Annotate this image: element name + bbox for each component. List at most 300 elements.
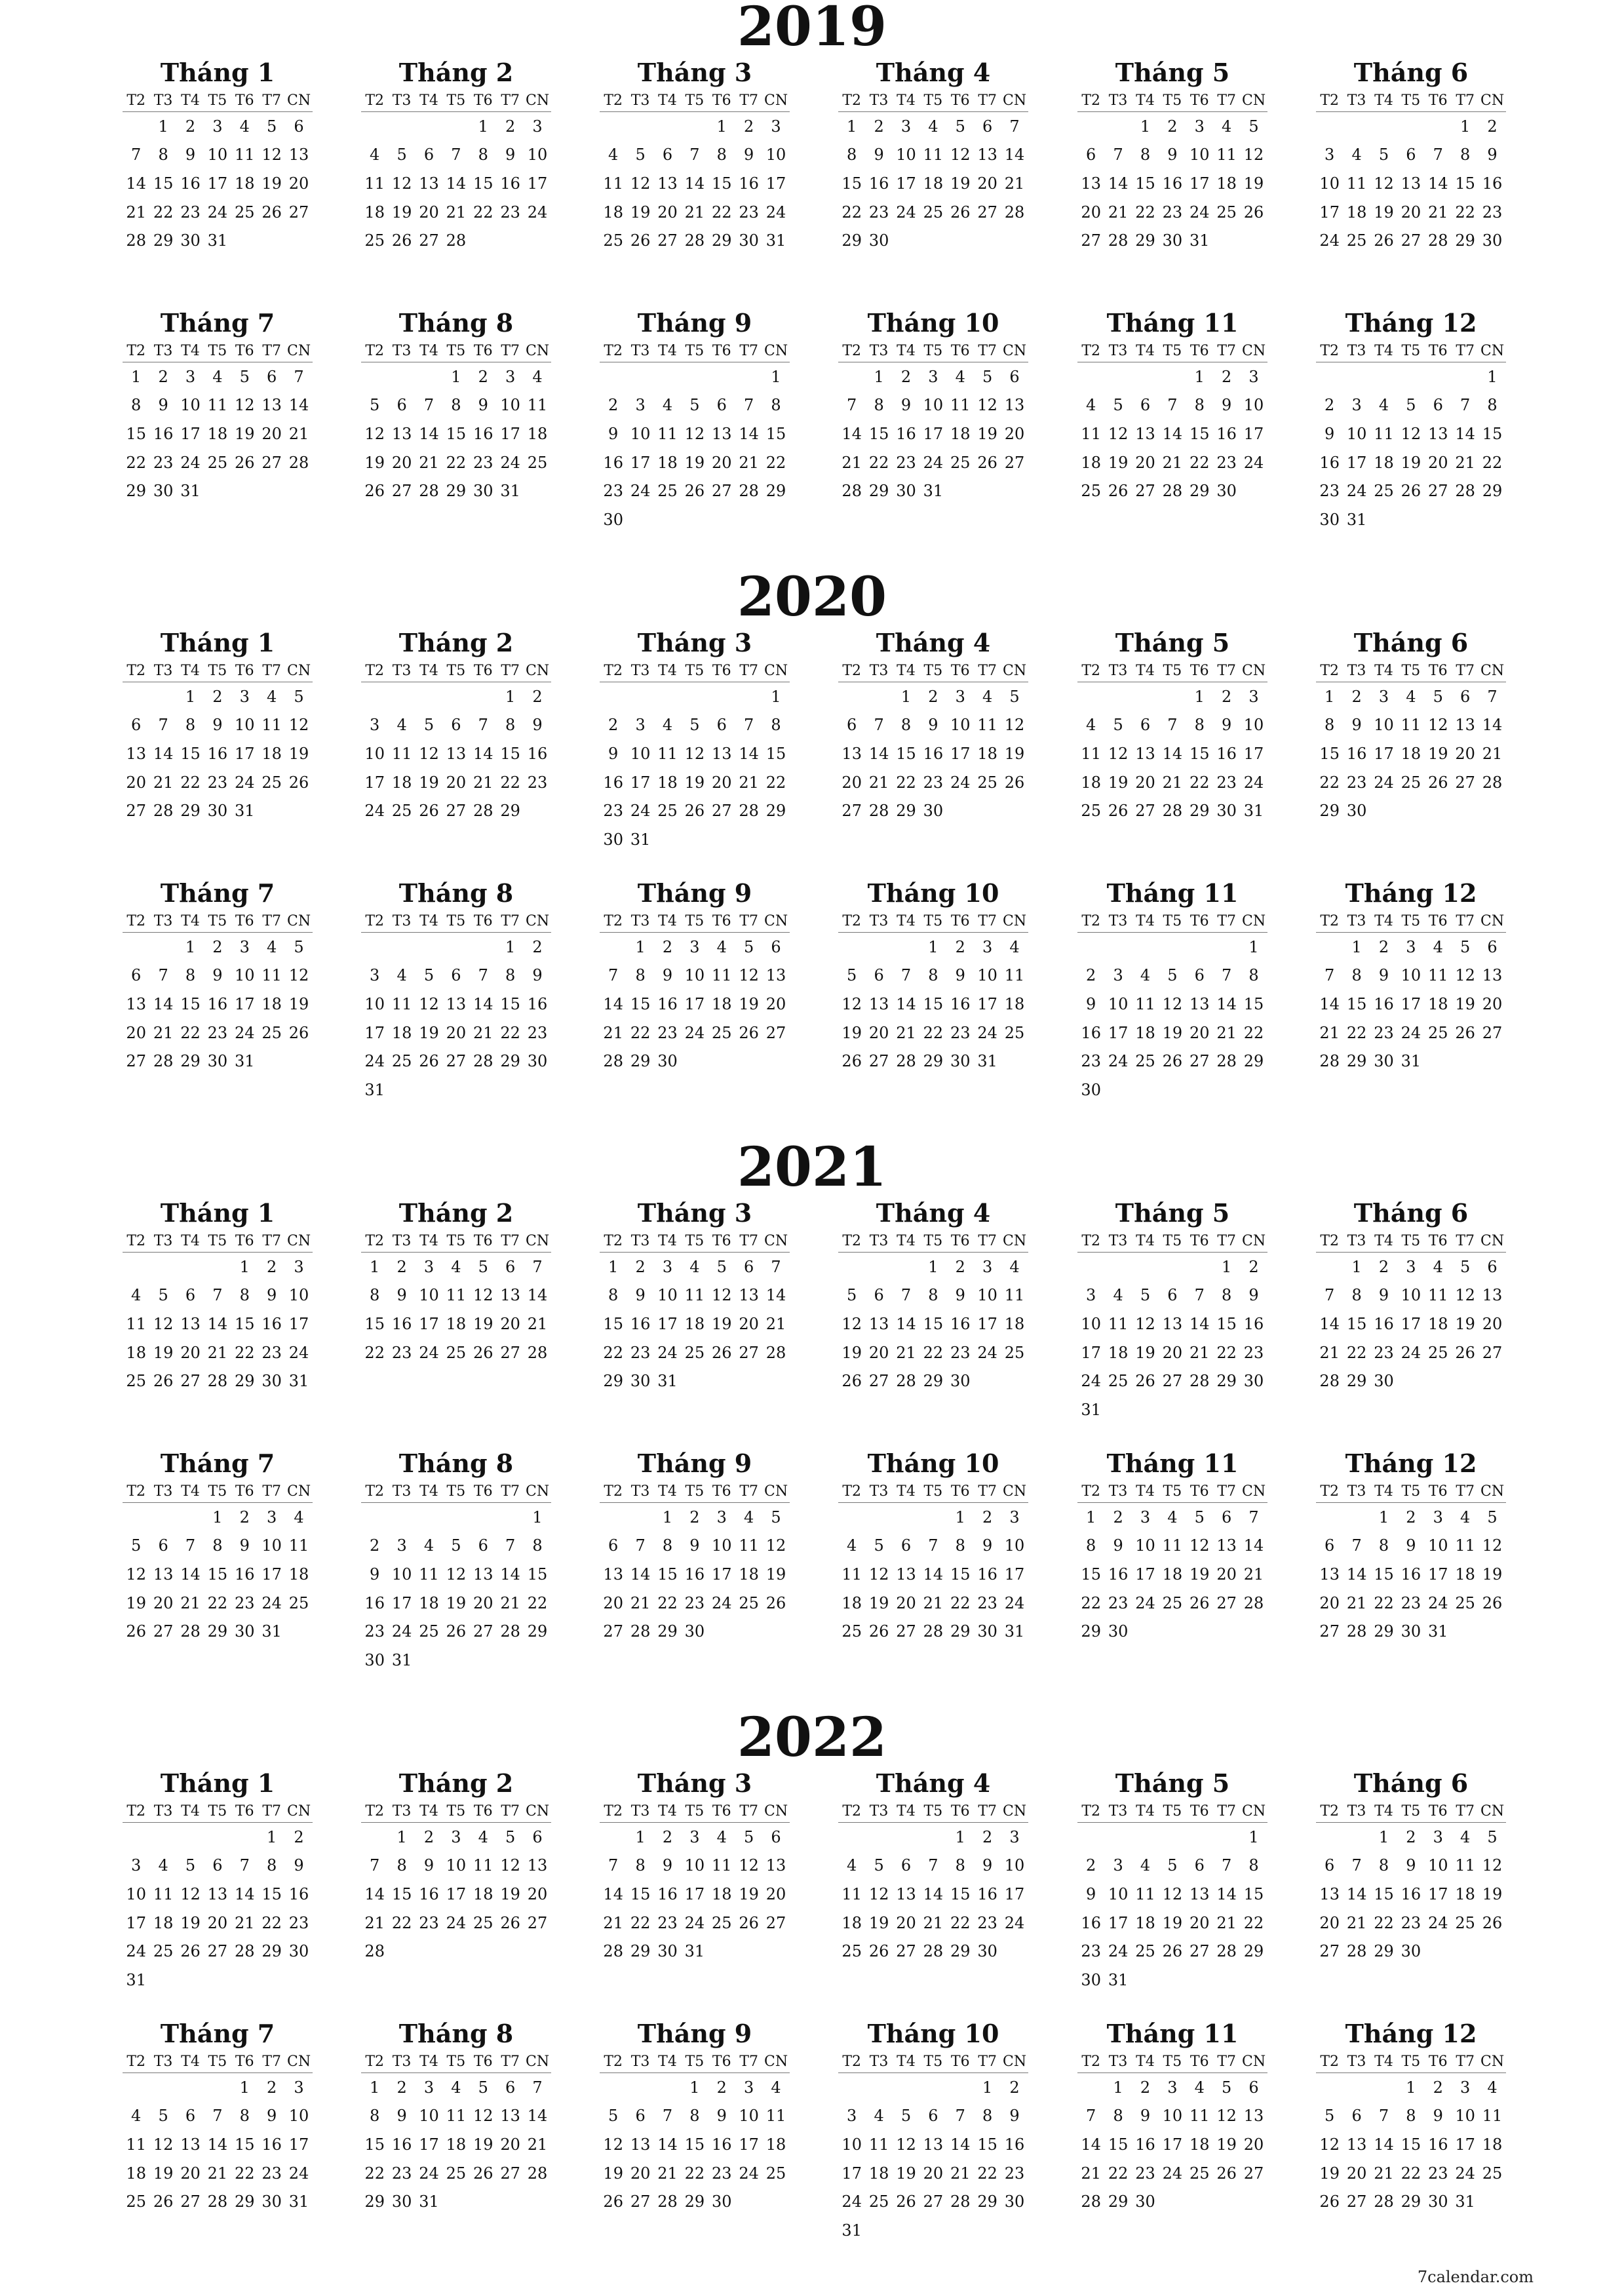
day-cell: 17 [950, 744, 971, 763]
week-row [838, 2216, 1028, 2245]
day-cell: 27 [1243, 2164, 1264, 2183]
day-cell: 16 [153, 424, 174, 443]
day-cell: 4 [1378, 396, 1389, 415]
day-cell: 10 [180, 396, 201, 415]
weekday-header [838, 1480, 1028, 1503]
day-cell: 13 [446, 744, 467, 763]
weekday-label: T6 [1189, 912, 1209, 929]
day-cell: 16 [261, 2135, 282, 2154]
week-row [600, 768, 790, 797]
week-row [600, 2159, 790, 2188]
week-row [1316, 990, 1506, 1019]
day-cell: 16 [473, 424, 493, 443]
week-row [600, 1367, 790, 1395]
weekday-label: T3 [1108, 342, 1128, 359]
weekday-label: CN [1480, 1232, 1505, 1249]
day-cell: 25 [950, 453, 971, 472]
day-cell: 16 [1401, 1884, 1421, 1903]
weekday-label: T3 [869, 662, 889, 679]
day-cell: 9 [1113, 1536, 1123, 1555]
day-cell: 19 [1243, 174, 1264, 193]
weekday-label: T2 [604, 92, 623, 109]
day-cell: 9 [608, 424, 619, 443]
weekday-label: CN [764, 1232, 788, 1249]
day-cell: 27 [896, 1942, 916, 1961]
day-cell: 3 [982, 1257, 993, 1276]
weekday-label: T5 [1163, 92, 1182, 109]
day-cell: 1 [982, 2078, 993, 2097]
day-cell: 19 [950, 174, 971, 193]
month-title: Tháng 10 [867, 878, 999, 908]
day-cell: 3 [1009, 1508, 1020, 1527]
day-cell: 12 [288, 716, 309, 735]
day-cell: 18 [1189, 2135, 1210, 2154]
day-cell: 14 [1374, 2135, 1394, 2154]
day-cell: 20 [1319, 1913, 1340, 1932]
week-row [838, 477, 1028, 505]
day-cell: 13 [1189, 1884, 1210, 1903]
year-title: 2021 [737, 1136, 887, 1199]
weekday-label: T2 [842, 342, 862, 359]
day-cell: 11 [841, 1884, 862, 1903]
day-cell: 13 [126, 744, 146, 763]
day-cell: 19 [1135, 1343, 1155, 1362]
week-row [600, 1852, 790, 1880]
day-cell: 6 [1140, 396, 1151, 415]
day-cell: 30 [657, 1052, 678, 1071]
day-cell: 6 [1324, 1856, 1335, 1875]
day-cell: 17 [657, 1314, 678, 1333]
day-cell: 20 [1401, 203, 1421, 222]
week-row [838, 2073, 1028, 2102]
day-cell: 6 [185, 2107, 196, 2126]
weekday-label: T3 [153, 1232, 173, 1249]
day-cell: 16 [1216, 744, 1237, 763]
day-cell: 9 [1086, 1884, 1096, 1903]
day-cell: 7 [451, 146, 461, 165]
day-cell: 2 [1487, 117, 1498, 136]
day-cell: 5 [1460, 937, 1471, 956]
day-cell: 15 [126, 424, 146, 443]
weekday-label: T5 [208, 1483, 227, 1500]
week-row [1077, 391, 1267, 420]
weekday-label: T3 [630, 1802, 650, 1819]
weekday-header [1316, 1480, 1506, 1503]
weekday-label: T4 [181, 1232, 200, 1249]
day-cell: 8 [955, 1536, 965, 1555]
week-row [123, 198, 313, 227]
day-cell: 14 [288, 396, 309, 415]
month-block [361, 59, 551, 255]
day-cell: 19 [1319, 2164, 1340, 2183]
day-cell: 13 [419, 174, 439, 193]
day-cell: 2 [370, 1536, 380, 1555]
day-cell: 25 [923, 203, 944, 222]
month-title: Tháng 5 [1115, 1768, 1230, 1798]
week-row [123, 112, 313, 141]
day-cell: 6 [185, 1286, 196, 1305]
day-cell: 22 [1243, 1913, 1264, 1932]
weekday-label: T7 [739, 1483, 758, 1500]
day-cell: 30 [1401, 1942, 1421, 1961]
day-cell: 20 [500, 1314, 520, 1333]
week-row [361, 739, 551, 768]
weekday-label: T7 [1217, 912, 1236, 929]
day-cell: 14 [1081, 2135, 1101, 2154]
day-cell: 26 [739, 1913, 759, 1932]
week-row [838, 1047, 1028, 1076]
week-row [361, 1281, 551, 1310]
day-cell: 12 [684, 424, 705, 443]
weekday-label: T5 [208, 2053, 227, 2070]
weekday-label: T7 [262, 342, 281, 359]
day-cell: 4 [689, 1257, 700, 1276]
day-cell: 7 [608, 966, 619, 985]
day-cell: 14 [1162, 424, 1183, 443]
weekday-label: T5 [1401, 1232, 1421, 1249]
day-cell: 6 [423, 146, 435, 165]
day-cell: 22 [950, 1913, 971, 1932]
day-cell: 16 [207, 744, 228, 763]
week-row [1316, 477, 1506, 505]
day-cell: 27 [841, 802, 862, 821]
day-cell: 29 [950, 1942, 971, 1961]
day-cell: 19 [473, 1314, 493, 1333]
day-cell: 9 [1009, 2107, 1020, 2126]
weekday-label: CN [1002, 912, 1027, 929]
day-cell: 17 [419, 2135, 439, 2154]
week-row [123, 1310, 313, 1338]
day-cell: 19 [896, 2164, 916, 2183]
day-cell: 4 [267, 687, 277, 706]
day-cell: 9 [955, 1286, 965, 1305]
day-cell: 8 [1324, 716, 1335, 735]
day-cell: 1 [1406, 2078, 1416, 2097]
day-cell: 25 [1346, 231, 1367, 250]
day-cell: 11 [1162, 1536, 1183, 1555]
weekday-header [1077, 1480, 1267, 1503]
month-block [361, 309, 551, 505]
day-cell: 19 [391, 203, 412, 222]
day-cell: 18 [1162, 1565, 1183, 1584]
day-cell: 31 [1081, 1400, 1101, 1419]
week-row [838, 768, 1028, 797]
day-cell: 27 [153, 1622, 174, 1641]
day-cell: 3 [239, 937, 250, 956]
day-cell: 24 [234, 1023, 255, 1042]
day-cell: 13 [868, 1314, 889, 1333]
day-cell: 25 [657, 802, 678, 821]
day-cell: 1 [874, 367, 884, 386]
weekday-label: CN [1241, 1802, 1266, 1819]
week-row [361, 2159, 551, 2188]
weekday-label: T7 [739, 342, 758, 359]
weekday-label: T5 [1401, 662, 1421, 679]
day-cell: 23 [896, 453, 916, 472]
day-cell: 22 [1374, 1593, 1394, 1612]
weekday-label: CN [1241, 1483, 1266, 1500]
day-cell: 25 [1004, 1023, 1025, 1042]
day-cell: 17 [1162, 2135, 1183, 2154]
week-row [1077, 739, 1267, 768]
weekday-label: T3 [1108, 912, 1128, 929]
day-cell: 1 [532, 1508, 543, 1527]
weekday-header [123, 910, 313, 933]
day-cell: 24 [234, 773, 255, 792]
month-block [123, 2020, 313, 2216]
day-cell: 20 [1189, 1913, 1210, 1932]
day-cell: 27 [711, 802, 732, 821]
day-cell: 1 [451, 367, 461, 386]
day-cell: 31 [364, 1080, 385, 1099]
day-cell: 17 [234, 744, 255, 763]
week-row [1077, 1253, 1267, 1281]
week-row [123, 2159, 313, 2188]
weekday-label: T4 [658, 1483, 677, 1500]
day-cell: 31 [684, 1942, 705, 1961]
day-cell: 26 [473, 1343, 493, 1362]
day-cell: 22 [765, 453, 786, 472]
day-cell: 8 [1222, 1286, 1232, 1305]
day-cell: 21 [603, 1913, 623, 1932]
weekday-label: T2 [842, 662, 862, 679]
day-cell: 9 [1487, 146, 1498, 165]
day-cell: 4 [716, 937, 727, 956]
day-cell: 3 [635, 716, 646, 735]
day-cell: 14 [630, 1565, 651, 1584]
month-title: Tháng 4 [876, 1768, 991, 1798]
weekday-label: T3 [1347, 1232, 1366, 1249]
day-cell: 9 [212, 716, 223, 735]
day-cell: 13 [391, 424, 412, 443]
weekday-header [361, 910, 551, 933]
day-cell: 16 [1108, 1565, 1129, 1584]
day-cell: 12 [1319, 2135, 1340, 2154]
week-row [123, 419, 313, 448]
weekday-label: T4 [1374, 1232, 1393, 1249]
week-row [1077, 1823, 1267, 1852]
day-cell: 30 [1374, 1372, 1394, 1391]
day-cell: 6 [131, 966, 142, 985]
day-cell: 22 [923, 1343, 944, 1362]
day-cell: 13 [261, 396, 282, 415]
week-row [123, 362, 313, 391]
day-cell: 1 [239, 2078, 250, 2097]
day-cell: 18 [1401, 744, 1421, 763]
weekday-label: T5 [923, 92, 943, 109]
day-cell: 27 [896, 1622, 916, 1641]
weekday-header [1316, 340, 1506, 362]
week-row [600, 1937, 790, 1966]
week-row [361, 1253, 551, 1281]
week-row [838, 169, 1028, 198]
day-cell: 18 [1455, 1884, 1475, 1903]
day-cell: 20 [711, 773, 732, 792]
week-row [1077, 419, 1267, 448]
day-cell: 14 [153, 994, 174, 1013]
week-row [838, 1281, 1028, 1310]
day-cell: 29 [1401, 2192, 1421, 2211]
day-cell: 22 [234, 1343, 255, 1362]
day-cell: 16 [527, 994, 548, 1013]
day-cell: 14 [1243, 1536, 1264, 1555]
day-cell: 20 [391, 453, 412, 472]
day-cell: 9 [1248, 1286, 1259, 1305]
day-cell: 6 [744, 1257, 754, 1276]
week-row [361, 1338, 551, 1367]
day-cell: 27 [765, 1023, 786, 1042]
day-cell: 22 [1346, 1023, 1367, 1042]
day-cell: 13 [1189, 994, 1210, 1013]
weekday-label: T5 [923, 342, 943, 359]
weekday-label: CN [286, 1483, 311, 1500]
day-cell: 19 [603, 2164, 623, 2183]
weekday-label: T3 [1108, 1802, 1128, 1819]
day-cell: 3 [1113, 1856, 1123, 1875]
day-cell: 10 [657, 1286, 678, 1305]
day-cell: 29 [711, 231, 732, 250]
day-cell: 6 [1460, 687, 1471, 706]
day-cell: 23 [527, 1023, 548, 1042]
weekday-header [123, 2050, 313, 2073]
weekday-label: T6 [235, 912, 254, 929]
day-cell: 21 [473, 1023, 493, 1042]
weekday-label: T7 [978, 1802, 997, 1819]
week-row [600, 198, 790, 227]
day-cell: 29 [765, 482, 786, 501]
week-row [600, 1281, 790, 1310]
day-cell: 10 [446, 1856, 467, 1875]
weekday-label: T2 [365, 1802, 385, 1819]
day-cell: 12 [419, 994, 439, 1013]
day-cell: 13 [1243, 2107, 1264, 2126]
day-cell: 11 [1455, 1856, 1475, 1875]
month-title: Tháng 8 [398, 2019, 514, 2048]
day-cell: 1 [1222, 1257, 1232, 1276]
day-cell: 4 [1086, 716, 1096, 735]
weekday-label: T7 [739, 662, 758, 679]
day-cell: 23 [1427, 2164, 1448, 2183]
day-cell: 9 [267, 1286, 277, 1305]
day-cell: 12 [419, 744, 439, 763]
day-cell: 24 [684, 1913, 705, 1932]
weekday-label: T2 [1081, 342, 1101, 359]
day-cell: 7 [294, 367, 304, 386]
day-cell: 27 [446, 802, 467, 821]
weekday-label: T7 [1456, 342, 1475, 359]
day-cell: 3 [370, 716, 380, 735]
day-cell: 1 [131, 367, 142, 386]
day-cell: 8 [1086, 1536, 1096, 1555]
weekday-label: T5 [1163, 1232, 1182, 1249]
day-cell: 20 [1319, 1593, 1340, 1612]
day-cell: 25 [977, 773, 997, 792]
day-cell: 5 [423, 716, 435, 735]
day-cell: 30 [950, 1052, 971, 1071]
day-cell: 28 [527, 2164, 548, 2183]
day-cell: 14 [739, 424, 759, 443]
week-row [1316, 1310, 1506, 1338]
day-cell: 27 [391, 482, 412, 501]
day-cell: 7 [1167, 396, 1178, 415]
day-cell: 13 [1081, 174, 1101, 193]
weekday-label: T3 [153, 342, 173, 359]
day-cell: 27 [1162, 1372, 1183, 1391]
day-cell: 5 [689, 396, 700, 415]
day-cell: 4 [396, 966, 407, 985]
day-cell: 16 [684, 1565, 705, 1584]
weekday-label: T6 [950, 662, 970, 679]
weekday-label: T3 [1108, 662, 1128, 679]
weekday-header [361, 2050, 551, 2073]
week-row [123, 1966, 313, 1994]
day-cell: 19 [1108, 773, 1129, 792]
weekday-label: T3 [1108, 2053, 1128, 2070]
week-row [361, 1560, 551, 1589]
week-row [1316, 448, 1506, 477]
day-cell: 19 [1216, 2135, 1237, 2154]
week-row [1316, 1019, 1506, 1047]
week-row [1316, 1823, 1506, 1852]
day-cell: 3 [1406, 937, 1416, 956]
month-block [838, 1450, 1028, 1646]
day-cell: 21 [207, 1343, 228, 1362]
day-cell: 7 [689, 146, 700, 165]
month-title: Tháng 6 [1353, 1768, 1469, 1798]
week-row [600, 1880, 790, 1909]
weekday-label: T5 [1401, 2053, 1421, 2070]
day-cell: 21 [126, 203, 146, 222]
day-cell: 26 [1455, 1343, 1475, 1362]
day-cell: 20 [868, 1023, 889, 1042]
weekday-label: T2 [126, 912, 146, 929]
weekday-label: T6 [950, 92, 970, 109]
week-row [1316, 768, 1506, 797]
day-cell: 21 [1162, 453, 1183, 472]
day-cell: 20 [1427, 453, 1448, 472]
day-cell: 23 [391, 1343, 412, 1362]
day-cell: 14 [446, 174, 467, 193]
day-cell: 9 [874, 146, 884, 165]
week-row [1077, 1560, 1267, 1589]
day-cell: 3 [1009, 1827, 1020, 1846]
day-cell: 30 [527, 1052, 548, 1071]
day-cell: 24 [1162, 2164, 1183, 2183]
weekday-label: T3 [630, 662, 650, 679]
day-cell: 15 [603, 1314, 623, 1333]
day-cell: 31 [288, 2192, 309, 2211]
weekday-label: CN [764, 342, 788, 359]
day-cell: 15 [630, 1884, 651, 1903]
month-title: Tháng 3 [637, 628, 752, 657]
week-row [123, 1909, 313, 1937]
weekday-label: T6 [1428, 1802, 1448, 1819]
day-cell: 13 [500, 2107, 520, 2126]
day-cell: 17 [923, 424, 944, 443]
day-cell: 5 [847, 966, 857, 985]
day-cell: 20 [1081, 203, 1101, 222]
week-row [1316, 1589, 1506, 1618]
day-cell: 12 [739, 1856, 759, 1875]
day-cell: 6 [1194, 1856, 1205, 1875]
day-cell: 10 [391, 1565, 412, 1584]
day-cell: 1 [928, 937, 938, 956]
day-cell: 5 [505, 1827, 516, 1846]
day-cell: 19 [841, 1343, 862, 1362]
day-cell: 2 [396, 1257, 407, 1276]
day-cell: 10 [1108, 994, 1129, 1013]
week-row [600, 711, 790, 740]
